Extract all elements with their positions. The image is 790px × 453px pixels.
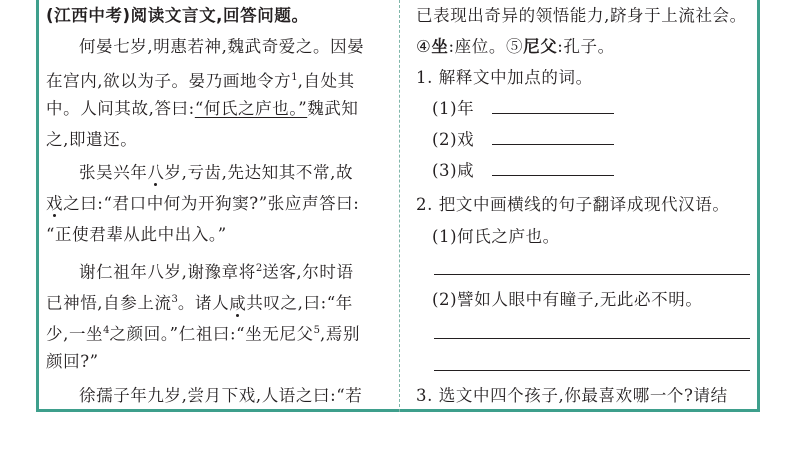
q2-item: (2)譬如人眼中有瞳子,无此必不明。: [432, 290, 703, 309]
passage-line: 何晏七岁,明惠若神,魏武奇爱之。因晏: [79, 37, 365, 56]
note-continued: 已表现出奇异的领悟能力,跻身于上流社会。: [416, 6, 747, 25]
passage-line: 张吴兴年八岁,亏齿,先达知其不常,故: [79, 163, 354, 182]
passage-line: 谢仁祖年八岁,谢豫章将$^2$送客,尔时语: [79, 262, 354, 282]
question-2: 2. 把文中画横线的句子翻译成现代汉语。: [416, 195, 730, 214]
answer-blank[interactable]: [492, 136, 614, 145]
passage-line: “正使君辈从此中出入。”: [46, 225, 227, 244]
footnote-marker: 1: [291, 72, 298, 83]
passage-header: (江西中考)阅读文言文,回答问题。: [46, 6, 309, 25]
underlined-sentence: “何氏之庐也。”: [194, 99, 308, 118]
answer-line[interactable]: [434, 338, 750, 339]
passage-line: 颜回?”: [46, 352, 99, 371]
passage-line: 在宫内,欲以为子。晏乃画地令方$^1$,自处其: [46, 71, 355, 91]
footnote-marker: 2: [255, 263, 263, 274]
answer-blank[interactable]: [492, 105, 614, 114]
footnote-marker: 3: [171, 294, 178, 305]
passage-line: 徐孺子年九岁,尝月下戏,人语之曰:“若: [79, 386, 363, 405]
dotted-word: 戏: [46, 194, 64, 213]
passage-line: 戏之曰:“君口中何为开狗窦?”张应声答曰:: [46, 194, 360, 213]
footnote-marker: 4: [103, 325, 110, 336]
q2-item: (1)何氏之庐也。: [432, 227, 560, 246]
answer-blank[interactable]: [492, 167, 614, 176]
dotted-word: 咸: [229, 293, 247, 313]
answer-line[interactable]: [434, 370, 750, 371]
q1-item: (1)年: [432, 99, 614, 119]
answer-line[interactable]: [434, 274, 750, 275]
passage-line: 少,一坐$^4$之颜回。”仁祖曰:“坐无尼父$^5$,焉别: [46, 324, 361, 344]
footnotes: ④坐:座位。⑤尼父:孔子。: [416, 37, 615, 56]
passage-line: 已神悟,自参上流$^3$。诸人咸共叹之,曰:“年: [46, 293, 353, 313]
dotted-word: 八: [147, 163, 165, 182]
passage-line: 之,即遣还。: [46, 130, 138, 149]
q1-item: (2)戏: [432, 130, 614, 150]
footnote-marker: 5: [313, 325, 320, 336]
column-divider: [399, 0, 400, 412]
question-3: 3. 选文中四个孩子,你最喜欢哪一个?请结: [416, 386, 728, 405]
q1-item: (3)咸: [432, 161, 614, 181]
passage-line: 中。人问其故,答曰:“何氏之庐也。”魏武知: [46, 99, 359, 118]
question-1: 1. 解释文中加点的词。: [416, 68, 593, 87]
